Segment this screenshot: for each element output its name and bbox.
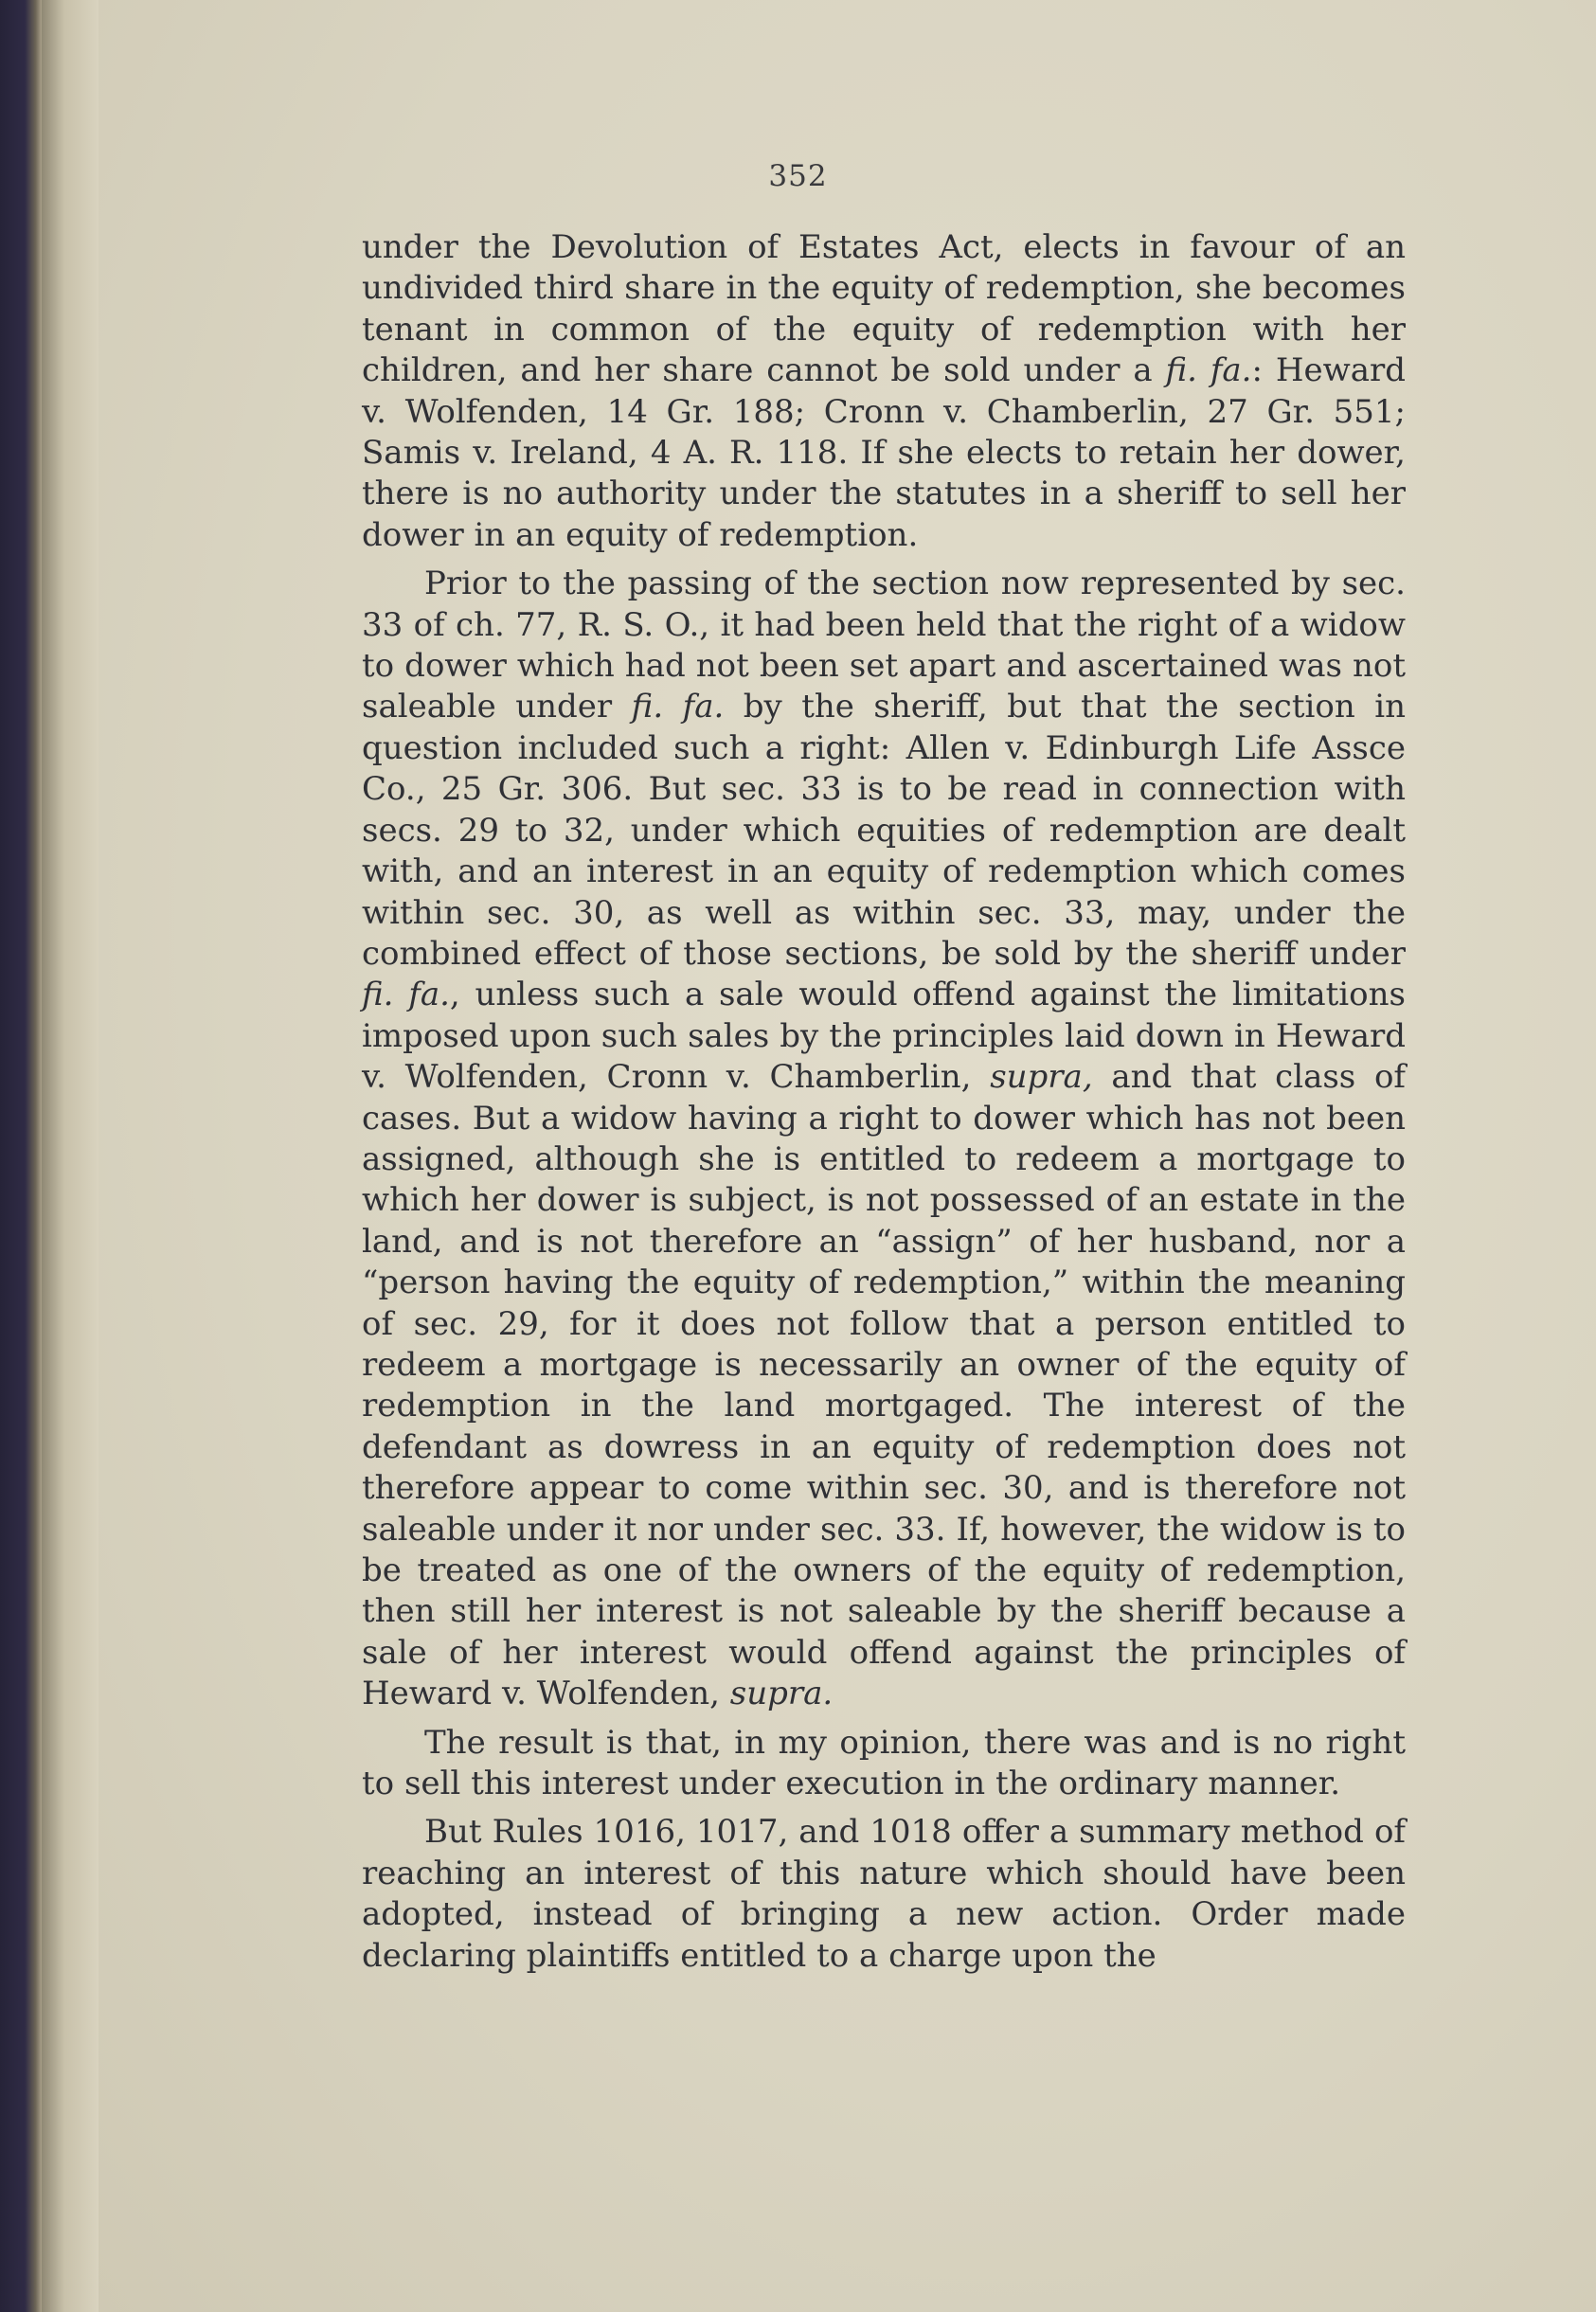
paragraph bbox=[362, 1812, 1406, 1977]
body-text bbox=[362, 227, 1406, 1977]
text-run: The result is that, in my opinion, there was and is no right to sell this interest under execution in the ordinary manner. bbox=[362, 1723, 1406, 1803]
page-gutter bbox=[42, 0, 99, 2312]
italic-text: fi. fa. bbox=[362, 976, 450, 1014]
text-run: : Heward v. Wolfenden, 14 Gr. 188; Cronn v. Chamberlin, 27 Gr. 551; Samis v. Ireland, 4 A. R. 118. If she elects to retain her dower, there is no authority under the statutes in a sheriff to sell her dower in an equity of redemption. bbox=[362, 351, 1406, 554]
paragraph bbox=[362, 564, 1406, 1714]
text-run: But Rules 1016, 1017, and 1018 offer a summary method of reaching an interest of this nature which should have been adopted, instead of bringing a new action. Order made declaring plaintiffs entitled to a charge upon the bbox=[362, 1813, 1406, 1975]
book-spine bbox=[0, 0, 42, 2312]
text-run: under the Devolution of Estates Act, elects in favour of an undivided third share in the equity of redemption, she becomes tenant in common of the equity of redemption with her children, and her share cannot be sold under a bbox=[362, 228, 1406, 390]
page-number: 352 bbox=[768, 159, 828, 193]
paragraph bbox=[362, 1723, 1406, 1805]
text-run: by the sheriff, but that the section in question included such a right: Allen v. Edinburgh Life Assce Co., 25 Gr. 306. But sec. 33 is to be read in connection with secs. 29 to 32, under which equities of redemption are dealt with, and an interest in an equity of redemption which comes within sec. 30, as well as within sec. 33, may, under the combined effect of those sections, be sold by the sheriff under bbox=[362, 688, 1406, 973]
italic-text: supra, bbox=[990, 1058, 1093, 1097]
italic-text: fi. fa. bbox=[1165, 351, 1252, 390]
paragraph-gap bbox=[362, 1804, 1406, 1812]
italic-text: fi. fa. bbox=[631, 688, 725, 726]
italic-text: supra. bbox=[729, 1675, 834, 1713]
text-run: and that class of cases. But a widow having a right to dower which has not been assigned, although she is entitled to redeem a mortgage to which her dower is subject, is not possessed of an estate in the land, and is not therefore an “assign” of her husband, nor a “person having the equity of redemption,” within the meaning of sec. 29, for it does not follow that a person entitled to redeem a mortgage is necessarily an owner of the equity of redemption in the land mortgaged. The interest of the defendant as dowress in an equity of redemption does not therefore appear to come within sec. 30, and is therefore not saleable under it nor under sec. 33. If, however, the widow is to be treated as one of the owners of the equity of redemption, then still her interest is not saleable by the sheriff because a sale of her interest would offend against the principles of Heward v. Wolfenden, bbox=[362, 1058, 1406, 1713]
text-run: Prior to the passing of the section now represented by sec. 33 of ch. 77, R. S. O., it had been held that the right of a widow to dower which had not been set apart and ascertained was not saleable under bbox=[362, 565, 1406, 726]
paragraph-gap bbox=[362, 1715, 1406, 1723]
paragraph bbox=[362, 227, 1406, 556]
text-run: , unless such a sale would offend against the limitations imposed upon such sales by the principles laid down in Heward v. Wolfenden, Cronn v. Chamberlin, bbox=[362, 976, 1406, 1097]
paragraph-gap bbox=[362, 556, 1406, 564]
